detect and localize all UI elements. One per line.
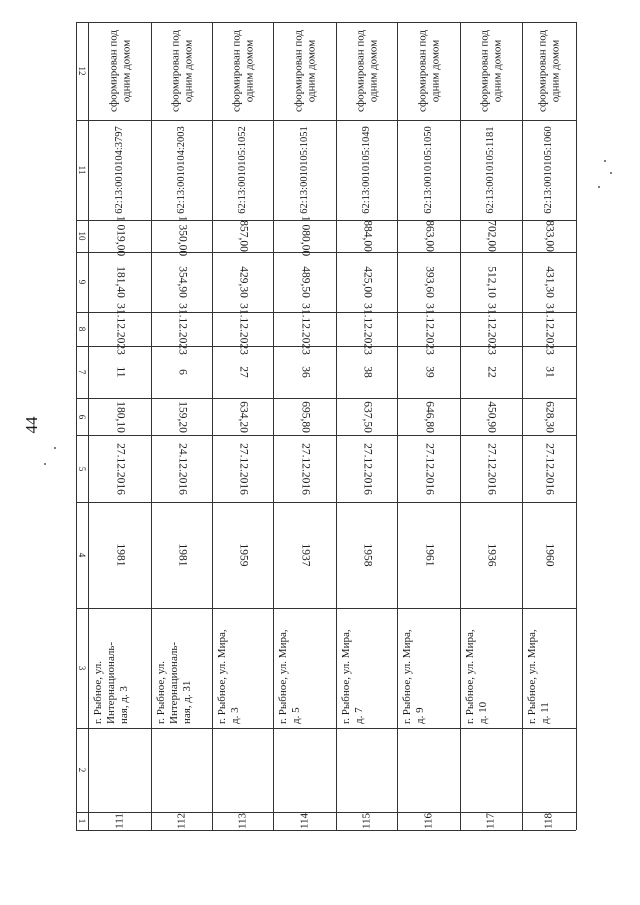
cell-area: 646,80 [423,400,436,433]
cell-year: 1937 [299,543,312,567]
cell-year: 1981 [176,543,189,567]
cell-land-status: сформирован под одним домом [106,29,132,113]
cell-deadline: 31.12.2023 [361,303,374,355]
cell-count: 36 [299,366,312,378]
cell-v9: 393,60 [423,266,436,298]
table-rule [576,22,577,830]
cell-land-status: сформирован под одним домом [478,29,503,113]
cell-address: г. Рыбное, ул. Мира, д. 9 [401,629,427,724]
cell-land-status: сформирован под одним домом [168,29,194,113]
cell-area: 695,80 [299,400,312,433]
column-number: 11 [77,165,88,175]
cell-address: г. Рыбное, ул. Интернациональ-ная, д. 3 [92,641,131,724]
cell-date: 27.12.2016 [237,442,250,495]
column-number: 8 [77,326,88,332]
cell-address: г. Рыбное, ул. Мира, д. 11 [526,629,552,724]
scan-speck [610,172,612,174]
cell-deadline: 31.12.2023 [543,303,556,355]
cell-cadastral: 62:13:0010104:2003 [175,126,187,214]
cell-deadline: 31.12.2023 [237,303,250,355]
cell-land-status: сформирован под одним домом [229,29,255,113]
cell-date: 27.12.2016 [114,442,127,495]
cell-deadline: 31.12.2023 [299,303,312,355]
cell-address: г. Рыбное, ул. Мира, д. 5 [277,629,303,724]
cell-deadline: 31.12.2023 [176,303,189,355]
cell-area: 450,90 [485,400,498,433]
cell-v10: 884,00 [361,220,374,252]
cell-area: 180,10 [114,400,127,433]
cell-date: 27.12.2016 [485,442,498,495]
cell-count: 6 [176,369,189,375]
column-number: 3 [77,665,88,671]
scan-speck [44,463,46,465]
cell-area: 634,20 [237,400,250,433]
cell-land-status: сформирован под одним домом [291,29,317,113]
cell-no: 112 [175,812,188,830]
cell-v9: 512,10 [485,266,498,298]
cell-land-status: сформирован под одним домом [353,29,379,113]
cell-year: 1959 [237,543,250,567]
scan-speck [54,447,56,449]
cell-cadastral: 62:13:0010105:1051 [298,126,310,214]
cell-v10: 833,00 [543,220,556,252]
cell-count: 22 [485,366,498,378]
cell-no: 117 [484,812,497,830]
cell-v9: 425,00 [361,266,374,298]
cell-cadastral: 62:13:0010105:1049 [360,126,372,214]
cell-area: 628,30 [543,400,556,433]
cell-count: 11 [114,366,127,378]
cell-v10: 702,00 [485,220,498,252]
cell-year: 1936 [485,543,498,567]
cell-v10: 1 019,00 [114,215,127,257]
cell-cadastral: 62:13:0010105:1052 [236,126,248,214]
cell-date: 27.12.2016 [423,442,436,495]
cell-count: 39 [423,366,436,378]
page-number: 44 [22,416,41,434]
cell-year: 1958 [361,543,374,567]
cell-no: 115 [360,812,373,830]
column-number: 10 [77,231,88,241]
cell-address: г. Рыбное, ул. Мира, д. 10 [464,629,490,724]
cell-year: 1961 [423,543,436,567]
column-number: 4 [77,552,88,558]
cell-v9: 181,40 [114,266,127,298]
cell-no: 113 [236,812,249,830]
cell-land-status: сформирован под одним домом [415,29,441,113]
cell-no: 114 [298,812,311,830]
cell-area: 159,20 [176,400,189,433]
cell-no: 118 [542,812,555,830]
cell-cadastral: 62:13:0010104:3797 [113,126,125,214]
cell-date: 27.12.2016 [299,442,312,495]
cell-address: г. Рыбное, ул. Мира, д. 3 [216,629,242,724]
column-number: 6 [77,414,88,419]
scan-speck [604,160,606,162]
cell-count: 38 [361,366,374,378]
cell-no: 111 [113,813,126,829]
column-number: 2 [77,767,88,773]
cell-v9: 489,50 [299,266,312,298]
cell-v10: 1 080,00 [299,215,312,257]
cell-land-status: сформирован под одним домом [536,29,561,113]
cell-count: 31 [543,366,556,378]
cell-deadline: 31.12.2023 [114,303,127,355]
column-number: 9 [77,279,88,285]
cell-deadline: 31.12.2023 [423,303,436,355]
cell-year: 1960 [543,543,556,567]
column-number: 5 [77,466,88,471]
cell-date: 24.12.2016 [176,442,189,495]
cell-v9: 431,30 [543,266,556,298]
column-number: 7 [77,369,88,375]
cell-v10: 857,00 [237,220,250,252]
cell-area: 637,50 [361,400,374,433]
housing-table [76,22,576,830]
cell-address: г. Рыбное, ул. Мира, д. 7 [340,629,366,724]
column-number: 12 [77,66,88,76]
cell-cadastral: 62:13:0010105:1181 [484,126,496,214]
cell-v9: 429,30 [237,266,250,298]
scan-speck [598,186,600,188]
cell-cadastral: 62:13:0010105:1060 [542,126,554,214]
cell-address: г. Рыбное, ул. Интернациональ-ная, д. 31 [155,641,194,724]
cell-v10: 1 350,00 [176,215,189,257]
cell-date: 27.12.2016 [361,442,374,495]
cell-count: 27 [237,366,250,378]
cell-v9: 354,90 [176,266,189,298]
cell-v10: 863,00 [423,220,436,252]
cell-deadline: 31.12.2023 [485,303,498,355]
cell-year: 1981 [114,543,127,567]
table-rule [76,830,576,831]
column-number: 1 [77,818,88,824]
cell-no: 116 [422,812,435,830]
cell-date: 27.12.2016 [543,442,556,495]
cell-cadastral: 62:13:0010105:1050 [422,126,434,214]
